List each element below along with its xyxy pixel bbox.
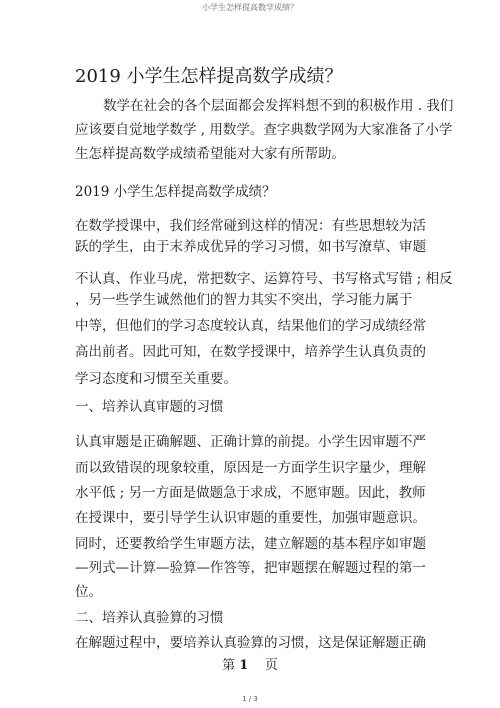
footer-prefix: 第 (222, 658, 236, 673)
intro-line: 数学在社会的各个层面都会发挥料想不到的积极作用 . 我们 (103, 98, 454, 114)
body-line: 学习态度和习惯至关重要。 (75, 371, 237, 387)
body-line: 位。 (75, 584, 102, 600)
body-line: 水平低 ; 另一方面是做题急于求成，不愿审题。因此，教师 (75, 485, 426, 501)
body-line: 高出前者。因此可知，在数学授课中，培养学生认真负责的 (75, 344, 426, 360)
body-line: —列式—计算—验算—作答等，把审题摆在解题过程的第一 (75, 560, 426, 576)
section-heading: 一、培养认真审题的习惯 (75, 399, 224, 415)
body-line: 不认真、作业马虎，常把数字、运算符号、书写格式写错 ; 相反 (75, 271, 453, 287)
section-heading: 二、培养认真验算的习惯 (75, 610, 224, 626)
body-line: ，另一些学生诚然他们的智力其实不突出，学习能力属于 (75, 292, 413, 308)
body-line: 在数学授课中，我们经常碰到这样的情况：有些思想较为活 (75, 218, 426, 234)
section-title: 2019 小学生怎样提高数学成绩？ (75, 184, 276, 200)
body-line: 跃的学生，由于末养成优异的学习习惯，如书写潦草、审题 (75, 239, 426, 255)
page-footer (0, 654, 500, 673)
page-title: 2019 小学生怎样提高数学成绩？ (75, 66, 343, 87)
page-counter: 1 / 3 (242, 695, 258, 703)
intro-line: 应该要自觉地学数学 , 用数学。查字典数学网为大家准备了小学 (75, 122, 453, 138)
body-line: 而以致错误的现象较重，原因是一方面学生识字量少，理解 (75, 460, 426, 476)
body-line: 同时，还要教给学生审题方法，建立解题的基本程序如审题 (75, 536, 426, 552)
intro-line: 生怎样提高数学成绩希望能对大家有所帮助。 (75, 146, 345, 162)
body-line: 在解题过程中，要培养认真验算的习惯，这是保证解题正确 (75, 635, 426, 651)
body-line: 中等，但他们的学习态度较认真，结果他们的学习成绩经常 (75, 318, 426, 334)
running-header: 小学生怎样提高数学成绩？ (202, 3, 298, 12)
footer-suffix: 页 (264, 658, 278, 673)
body-line: 在授课中，要引导学生认识审题的重要性，加强审题意识。 (75, 510, 426, 526)
footer-page-number: 1 (239, 658, 249, 673)
body-line: 认真审题是正确解题、正确计算的前提。小学生因审题不严 (75, 434, 426, 450)
